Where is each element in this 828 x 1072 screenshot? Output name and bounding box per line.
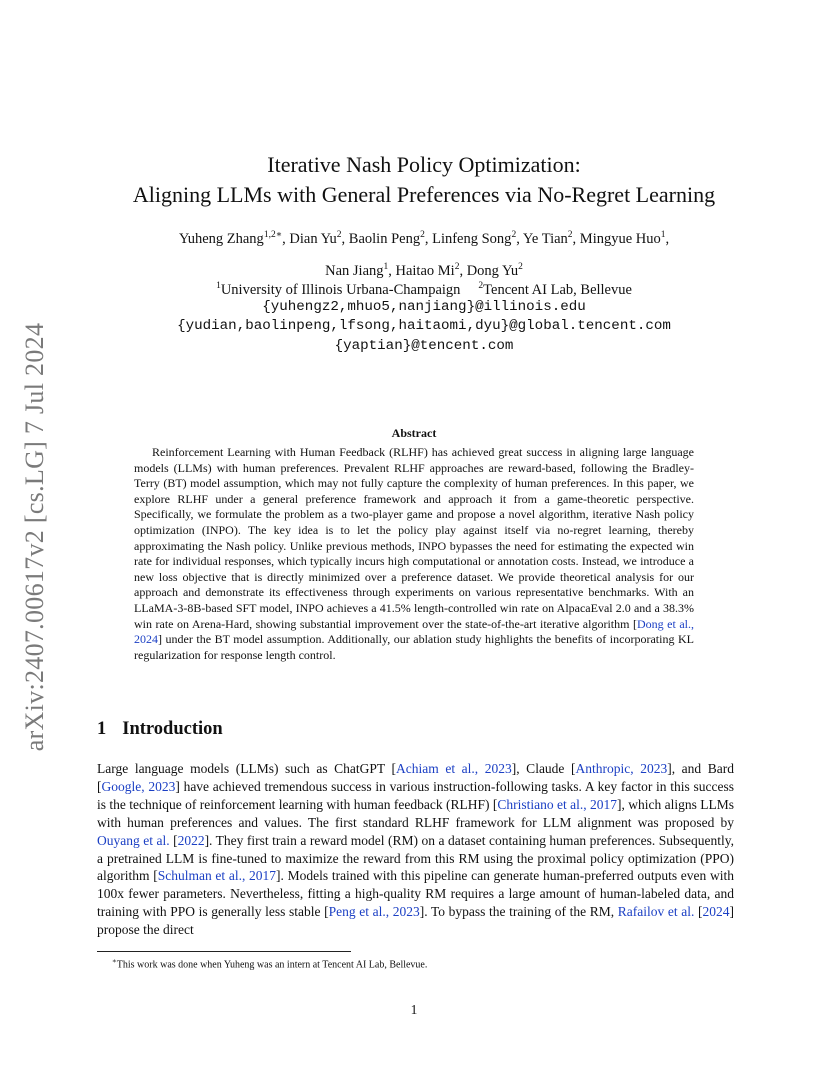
citation-link[interactable]: Achiam et al., 2023 <box>396 761 512 776</box>
abstract-text-part-2: ] under the BT model assumption. Additionally, our ablation study highlights the benefits of incorporating KL regularization for response length control. <box>134 632 694 662</box>
page-number: 1 <box>410 1002 418 1017</box>
paragraph-text: ] have achieved tremendous success in various instruction-following tasks. A key factor in this success is the technique of reinforcement learning with human feedback (RLHF) [ <box>97 778 734 812</box>
paragraph-text: ] propose the direct <box>97 904 734 938</box>
author-name: Haitao Mi <box>395 262 455 279</box>
citation-link[interactable]: Christiano et al., 2017 <box>497 796 618 812</box>
paragraph-text: ], which aligns LLMs with human preferences and values. The first standard RLHF framework for LLM alignment was proposed by <box>97 796 735 830</box>
section-title: Introduction <box>122 719 223 739</box>
author-name: Dian Yu <box>289 230 337 247</box>
author-list-line-1 <box>90 229 758 248</box>
author-list-line-2 <box>90 262 758 280</box>
author-name: Baolin Peng <box>348 230 421 247</box>
author-separator: , <box>516 230 523 247</box>
author-name: Yuheng Zhang <box>178 230 264 247</box>
email-line-2: {yudian,baolinpeng,lfsong,haitaomi,dyu}@global.tencent.com <box>177 318 671 334</box>
author-affiliation-mark: 2 <box>518 262 523 272</box>
citation-link[interactable]: Anthropic, 2023 <box>575 761 668 776</box>
paragraph-text: [ <box>694 904 703 920</box>
email-line-3: {yaptian}@tencent.com <box>334 338 514 354</box>
author-affiliation-mark: 2 <box>567 230 573 240</box>
author-affiliation-mark: 2 <box>454 262 460 272</box>
author-affiliation-mark: 1,2∗ <box>263 230 283 240</box>
citation-link[interactable]: Ouyang et al. <box>97 832 170 848</box>
author-separator: , <box>424 230 433 247</box>
author-separator: , <box>459 262 467 279</box>
author-affiliation-mark: 1 <box>660 230 666 240</box>
affiliation-2-mark: 2 <box>478 281 484 291</box>
email-line-1: {yuhengz2,mhuo5,nanjiang}@illinois.edu <box>262 299 586 315</box>
arxiv-identifier-stamp: arXiv:2407.00617v2 [cs.LG] 7 Jul 2024 <box>20 322 49 752</box>
author-separator: , <box>388 262 396 279</box>
author-name: Mingyue Huo <box>579 230 661 247</box>
paragraph-text: ]. Models trained with this pipeline can generate human-preferred outputs even with 100x fewer parameters. Nevertheless, fitting a high-quality RM requires a large amount of human-labeled data, and training with PPO is generally less stable [ <box>97 868 734 920</box>
affiliation-2-name: Tencent AI Lab, Bellevue <box>483 281 632 298</box>
abstract-citation-link[interactable]: Dong et al., 2024 <box>134 616 694 647</box>
introduction-paragraph <box>97 760 734 939</box>
paragraph-text: ]. They first train a reward model (RM) on a dataset containing human preferences. Subsequently, a pretrained LLM is fine-tuned to maximize the reward from this RM using the proximal policy optimization (PPO) algorithm [ <box>97 832 734 884</box>
paragraph-text: ]. To bypass the training of the RM, <box>419 904 618 920</box>
paper-title-line-1: Iterative Nash Policy Optimization: <box>267 152 581 177</box>
citation-link[interactable]: Schulman et al., 2017 <box>157 868 277 884</box>
affiliation-1-mark: 1 <box>216 281 221 291</box>
paragraph-text: ], and Bard [ <box>97 761 734 794</box>
abstract-body <box>134 445 694 663</box>
footnote <box>112 955 427 971</box>
author-name: Ye Tian <box>522 230 568 247</box>
author-name: Linfeng Song <box>432 230 512 247</box>
author-affiliation-mark: 2 <box>336 230 342 240</box>
author-name: Dong Yu <box>466 262 519 279</box>
citation-link[interactable]: Peng et al., 2023 <box>328 904 420 920</box>
paragraph-text: [ <box>169 832 178 848</box>
affiliations <box>90 281 758 299</box>
citation-link[interactable]: 2024 <box>702 904 730 920</box>
citation-link[interactable]: Google, 2023 <box>101 778 176 794</box>
section-heading-introduction <box>97 719 223 740</box>
citation-link[interactable]: 2022 <box>177 832 205 848</box>
affiliation-1-name: University of Illinois Urbana-Champaign <box>220 281 461 298</box>
paper-title-line-2: Aligning LLMs with General Preferences via No-Regret Learning <box>132 182 716 207</box>
author-affiliation-mark: 2 <box>420 230 425 240</box>
author-affiliation-mark: 1 <box>383 262 389 272</box>
paragraph-text: Large language models (LLMs) such as ChatGPT [ <box>97 761 397 776</box>
author-separator: , <box>341 230 349 247</box>
author-separator: , <box>572 230 580 247</box>
footnote-text: This work was done when Yuheng was an intern at Tencent AI Lab, Bellevue. <box>116 959 428 971</box>
section-number: 1 <box>97 719 107 739</box>
abstract-heading: Abstract <box>391 426 437 440</box>
author-affiliation-mark: 2 <box>511 230 517 240</box>
paragraph-text: ], Claude [ <box>511 761 576 776</box>
abstract-text-part-1: Reinforcement Learning with Human Feedback (RLHF) has achieved great success in aligning large language models (LLMs) with human preferences. Prevalent RLHF approaches are reward-based, following the Bradley-Terry (BT) model assumption, which may not fully capture the complexity of human preferences. In this paper, we explore RLHF under a general preference framework and approach it from a game-theoretic perspective. Specifically, we formulate the problem as a two-player game and propose a novel algorithm, iterative Nash policy optimization (INPO). The key idea is to let the policy play against itself via no-regret learning, thereby approximating the Nash policy. Unlike previous methods, INPO bypasses the need for estimating the expected win rate for individual responses, which typically incurs high computational or annotation costs. Instead, we introduce a new loss objective that is directly minimized over a preference dataset. We provide theoretical analysis for our approach and demonstrate its effectiveness through experiments on various representative benchmarks. With an LLaMA-3-8B-based SFT model, INPO achieves a 41.5% length-controlled win rate on AlpacaEval 2.0 and a 38.3% win rate on Arena-Hard, showing substantial improvement over the state-of-the-art iterative algorithm [ <box>134 445 694 631</box>
author-separator: , <box>665 230 670 247</box>
author-name: Nan Jiang <box>325 262 384 279</box>
footnote-divider <box>97 951 351 952</box>
footnote-mark: ∗ <box>112 957 117 965</box>
citation-link[interactable]: Rafailov et al. <box>617 904 695 920</box>
author-separator: , <box>282 230 290 247</box>
